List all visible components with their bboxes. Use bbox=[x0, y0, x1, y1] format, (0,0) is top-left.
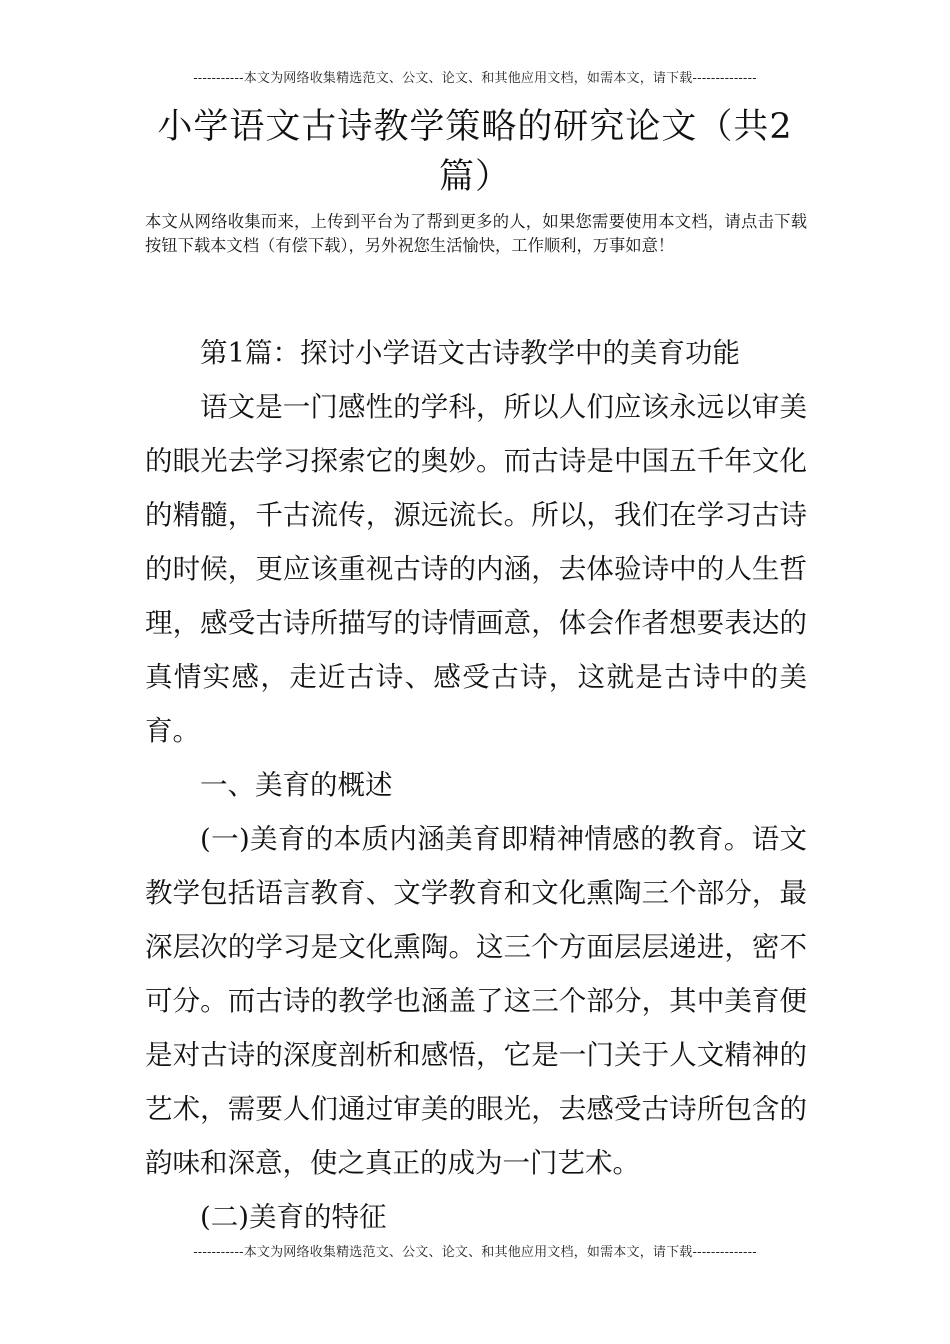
body-paragraph: 语文是一门感性的学科，所以人们应该永远以审美的眼光去学习探索它的奥妙。而古诗是中国五千年文化的精髓，千古流传，源远流长。所以，我们在学习古诗的时候，更应该重视古诗的内涵，去体验诗中的人生哲理，感受古诗所描写的诗情画意，体会作者想要表达的真情实感，走近古诗、感受古诗，这就是古诗中的美育。 bbox=[145, 391, 807, 747]
subsection-heading: (二)美育的特征 bbox=[200, 1201, 387, 1233]
running-header: -----------本文为网络收集精选范文、公文、论文、和其他应用文档，如需本文，请下载-------------- bbox=[193, 71, 757, 86]
section-heading: 第1篇：探讨小学语文古诗教学中的美育功能 bbox=[200, 337, 740, 369]
running-footer: -----------本文为网络收集精选范文、公文、论文、和其他应用文档，如需本文，请下载-------------- bbox=[193, 1245, 757, 1260]
subsection-heading: 一、美育的概述 bbox=[200, 769, 393, 801]
document-title: 小学语文古诗教学策略的研究论文（共2篇） bbox=[157, 107, 793, 197]
body-paragraph: (一)美育的本质内涵美育即精神情感的教育。语文教学包括语言教育、文学教育和文化熏陶三个部分，最深层次的学习是文化熏陶。这三个方面层层递进，密不可分。而古诗的教学也涵盖了这三个部分，其中美育便是对古诗的深度剖析和感悟，它是一门关于人文精神的艺术，需要人们通过审美的眼光，去感受古诗所包含的韵味和深意，使之真正的成为一门艺术。 bbox=[145, 823, 807, 1179]
body-text bbox=[145, 326, 807, 1244]
intro-note: 本文从网络收集而来，上传到平台为了帮到更多的人，如果您需要使用本文档，请点击下载按钮下载本文档（有偿下载），另外祝您生活愉快，工作顺利，万事如意！ bbox=[145, 212, 807, 255]
